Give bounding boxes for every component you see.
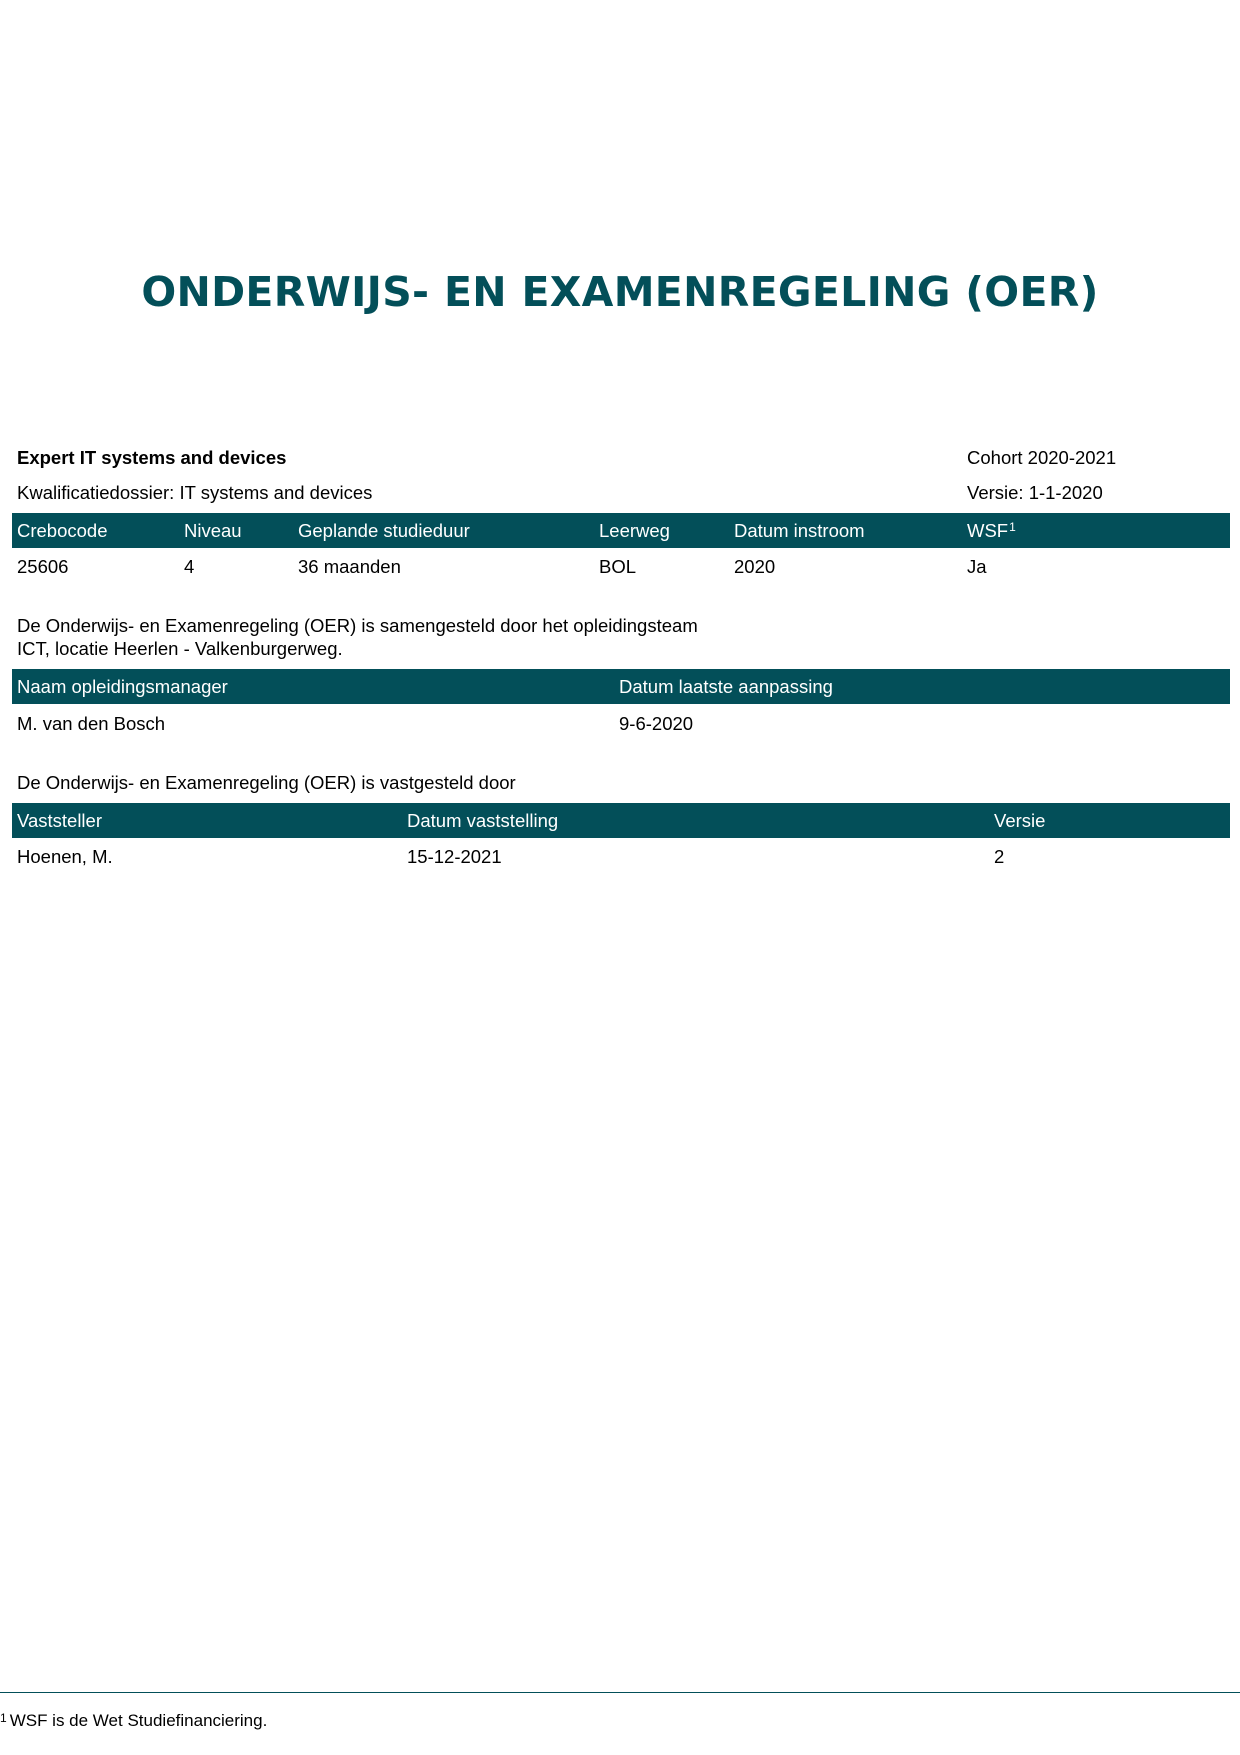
header-naam-opleidingsmanager: Naam opleidingsmanager bbox=[17, 676, 228, 697]
header-wsf bbox=[967, 520, 1016, 542]
cell-datum-instroom: 2020 bbox=[734, 556, 776, 577]
composition-line-2: ICT, locatie Heerlen - Valkenburgerweg. bbox=[17, 637, 343, 659]
header-wsf-label: WSF bbox=[967, 520, 1009, 541]
footnote-text: WSF is de Wet Studiefinanciering. bbox=[9, 1711, 268, 1730]
cell-last-modified: 9-6-2020 bbox=[619, 713, 694, 734]
footnote-divider bbox=[0, 1692, 1240, 1693]
version-label: Versie: 1-1-2020 bbox=[967, 482, 1103, 503]
header-datum-instroom: Datum instroom bbox=[734, 520, 865, 541]
composition-line-1: De Onderwijs- en Examenregeling (OER) is samengesteld door het opleidingsteam bbox=[17, 615, 698, 636]
header-crebocode: Crebocode bbox=[17, 520, 108, 541]
approval-table-header bbox=[12, 803, 1230, 838]
header-leerweg: Leerweg bbox=[599, 520, 670, 541]
cell-vaststeller: Hoenen, M. bbox=[17, 846, 113, 867]
cell-datum-vaststelling: 15-12-2021 bbox=[407, 846, 502, 867]
header-datum-laatste-aanpassing: Datum laatste aanpassing bbox=[619, 676, 833, 697]
program-table-header bbox=[12, 513, 1230, 548]
footnote-ref-marker: 1 bbox=[1009, 520, 1016, 534]
established-paragraph: De Onderwijs- en Examenregeling (OER) is vastgesteld door bbox=[17, 772, 516, 793]
header-niveau: Niveau bbox=[184, 520, 242, 541]
footnote-number: 1 bbox=[0, 1711, 7, 1725]
cell-leerweg: BOL bbox=[599, 556, 637, 577]
cell-studieduur: 36 maanden bbox=[298, 556, 401, 577]
cell-versie: 2 bbox=[994, 846, 1005, 867]
document-title: ONDERWIJS- EN EXAMENREGELING (OER) bbox=[141, 268, 1099, 316]
manager-table-header bbox=[12, 669, 1230, 704]
header-geplande-studieduur: Geplande studieduur bbox=[298, 520, 470, 541]
footnote bbox=[0, 1710, 267, 1732]
composition-paragraph bbox=[17, 615, 698, 660]
header-datum-vaststelling: Datum vaststelling bbox=[407, 810, 559, 831]
header-versie: Versie bbox=[994, 810, 1046, 831]
header-vaststeller: Vaststeller bbox=[17, 810, 102, 831]
qualification-dossier: Kwalificatiedossier: IT systems and devices bbox=[17, 482, 373, 503]
cell-crebocode: 25606 bbox=[17, 556, 69, 577]
cell-wsf: Ja bbox=[967, 556, 987, 577]
cell-manager-name: M. van den Bosch bbox=[17, 713, 166, 734]
cell-niveau: 4 bbox=[184, 556, 195, 577]
cohort-label: Cohort 2020-2021 bbox=[967, 447, 1117, 468]
program-name: Expert IT systems and devices bbox=[17, 447, 287, 468]
